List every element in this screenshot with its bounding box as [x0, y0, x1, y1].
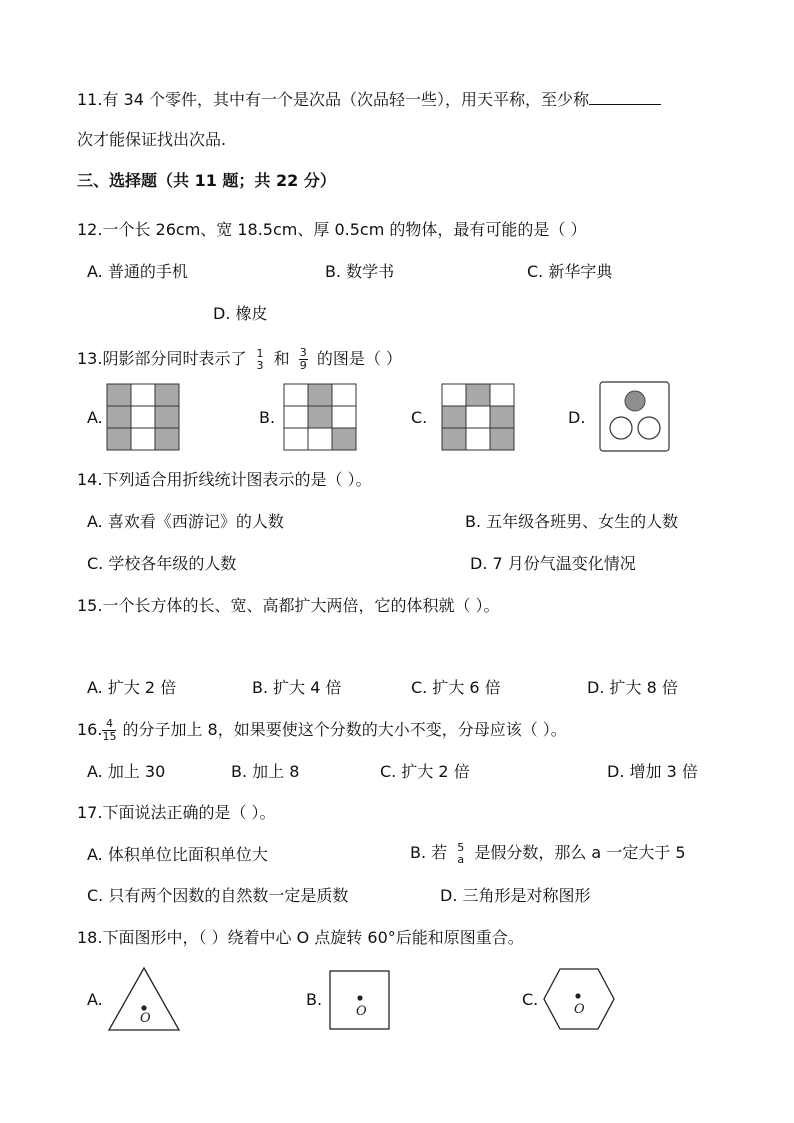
- q15-option-b: B. 扩大 4 倍: [252, 678, 342, 697]
- grid-cell: [466, 406, 490, 428]
- q12-option-a: A. 普通的手机: [87, 262, 188, 281]
- grid-cell: [155, 428, 179, 450]
- q14-option-c: C. 学校各年级的人数: [87, 554, 237, 573]
- q13-stem: [77, 345, 402, 373]
- circle-figure-d: [599, 381, 671, 453]
- q16-stem: [77, 716, 567, 744]
- grid-cell: [490, 384, 514, 406]
- grid-cell: [308, 428, 332, 450]
- q17-option-c: C. 只有两个因数的自然数一定是质数: [87, 886, 349, 905]
- grid-cell: [332, 406, 356, 428]
- q16-number: 16.: [77, 720, 103, 739]
- q13-stem-pre: 13.阴影部分同时表示了: [77, 349, 247, 368]
- q15-option-c: C. 扩大 6 倍: [411, 678, 501, 697]
- grid-cell: [308, 384, 332, 406]
- fraction-five-over-a: [456, 842, 465, 866]
- q17-option-b-pre: B. 若: [410, 843, 448, 862]
- hexagon-shape: [544, 969, 614, 1029]
- grid-cell: [131, 384, 155, 406]
- grid-cell: [284, 428, 308, 450]
- q17-stem: 17.下面说法正确的是（ ）。: [77, 803, 276, 822]
- fraction-one-third: [256, 348, 265, 372]
- shaded-circle: [625, 391, 645, 411]
- grid-cell: [490, 406, 514, 428]
- q14-option-b: B. 五年级各班男、女生的人数: [465, 512, 679, 531]
- grid-cell: [332, 384, 356, 406]
- q16-option-b: B. 加上 8: [231, 762, 300, 781]
- fraction-numerator: 4: [102, 718, 116, 731]
- center-point: [141, 1005, 146, 1010]
- q18-label-b: B.: [306, 990, 323, 1009]
- q13-stem-post: 的图是（ ）: [316, 349, 402, 368]
- grid-cell: [155, 406, 179, 428]
- q12-stem: 12.一个长 26cm、宽 18.5cm、厚 0.5cm 的物体，最有可能的是（ ）: [77, 220, 587, 239]
- fraction-numerator: 3: [299, 346, 307, 359]
- center-label: O: [356, 1004, 367, 1019]
- white-circle: [610, 417, 632, 439]
- grid-cell: [131, 406, 155, 428]
- q13-label-b: B.: [259, 408, 276, 427]
- q13-label-a: A.: [87, 408, 103, 427]
- grid-figure-c: [441, 383, 517, 451]
- grid-cell: [308, 406, 332, 428]
- grid-cell: [107, 406, 131, 428]
- fraction-denominator: 9: [299, 359, 307, 372]
- hexagon-figure: [542, 967, 616, 1031]
- fraction-numerator: 5: [457, 840, 465, 854]
- answer-blank: [589, 88, 661, 105]
- fraction-numerator: 1: [256, 346, 264, 360]
- q18-label-a: A.: [87, 990, 103, 1009]
- center-point: [575, 993, 580, 998]
- grid-cell: [107, 428, 131, 450]
- grid-cell: [284, 384, 308, 406]
- grid-cell: [442, 384, 466, 406]
- grid-cell: [155, 384, 179, 406]
- q17-option-a: A. 体积单位比面积单位大: [87, 845, 268, 864]
- grid-figure-a: [106, 383, 182, 451]
- q15-stem: 15.一个长方体的长、宽、高都扩大两倍，它的体积就（ ）。: [77, 596, 500, 615]
- fraction-denominator: 15: [102, 730, 117, 743]
- q14-option-d: D. 7 月份气温变化情况: [470, 554, 636, 573]
- grid-cell: [442, 406, 466, 428]
- grid-cell: [466, 384, 490, 406]
- grid-cell: [131, 428, 155, 450]
- q13-stem-mid: 和: [273, 349, 290, 368]
- grid-cell: [442, 428, 466, 450]
- center-point: [357, 995, 362, 1000]
- q14-option-a: A. 喜欢看《西游记》的人数: [87, 512, 284, 531]
- fraction-denominator: a: [457, 852, 465, 866]
- square-figure: [328, 969, 392, 1031]
- q17-option-b-post: 是假分数，那么 a 一定大于 5: [474, 843, 686, 862]
- grid-cell: [332, 428, 356, 450]
- q17-option-d: D. 三角形是对称图形: [440, 886, 591, 905]
- grid-cell: [490, 428, 514, 450]
- q13-label-c: C.: [411, 408, 428, 427]
- q18-label-c: C.: [522, 990, 539, 1009]
- q12-option-d: D. 橡皮: [213, 304, 268, 323]
- grid-figure-b: [283, 383, 359, 451]
- q16-stem-text: 的分子加上 8，如果要使这个分数的大小不变，分母应该（ ）。: [122, 720, 567, 739]
- fraction-denominator: 3: [256, 358, 264, 372]
- q12-option-b: B. 数学书: [325, 262, 395, 281]
- q12-option-c: C. 新华字典: [527, 262, 613, 281]
- q15-option-d: D. 扩大 8 倍: [587, 678, 678, 697]
- fraction-three-ninths: [299, 347, 308, 372]
- q11-line1: [77, 88, 661, 110]
- q11-stem-text: 11.有 34 个零件，其中有一个是次品（次品轻一些），用天平称，至少称: [77, 90, 589, 109]
- triangle-figure: [106, 966, 182, 1032]
- q16-option-c: C. 扩大 2 倍: [380, 762, 470, 781]
- grid-cell: [466, 428, 490, 450]
- grid-cell: [284, 406, 308, 428]
- center-label: O: [574, 1002, 585, 1017]
- q16-option-d: D. 增加 3 倍: [607, 762, 698, 781]
- q16-option-a: A. 加上 30: [87, 762, 166, 781]
- grid-cell: [107, 384, 131, 406]
- section-title: 三、选择题（共 11 题；共 22 分）: [77, 171, 336, 190]
- q18-stem: 18.下面图形中，（ ）绕着中心 O 点旋转 60°后能和原图重合。: [77, 928, 524, 947]
- q15-option-a: A. 扩大 2 倍: [87, 678, 177, 697]
- q14-stem: 14.下列适合用折线统计图表示的是（ ）。: [77, 470, 372, 489]
- q11-line2: 次才能保证找出次品.: [77, 130, 227, 149]
- fraction-four-fifteenths: [102, 718, 116, 743]
- q17-option-b: [410, 839, 686, 867]
- q13-label-d: D.: [568, 408, 586, 427]
- white-circle: [638, 417, 660, 439]
- center-label: O: [140, 1011, 151, 1026]
